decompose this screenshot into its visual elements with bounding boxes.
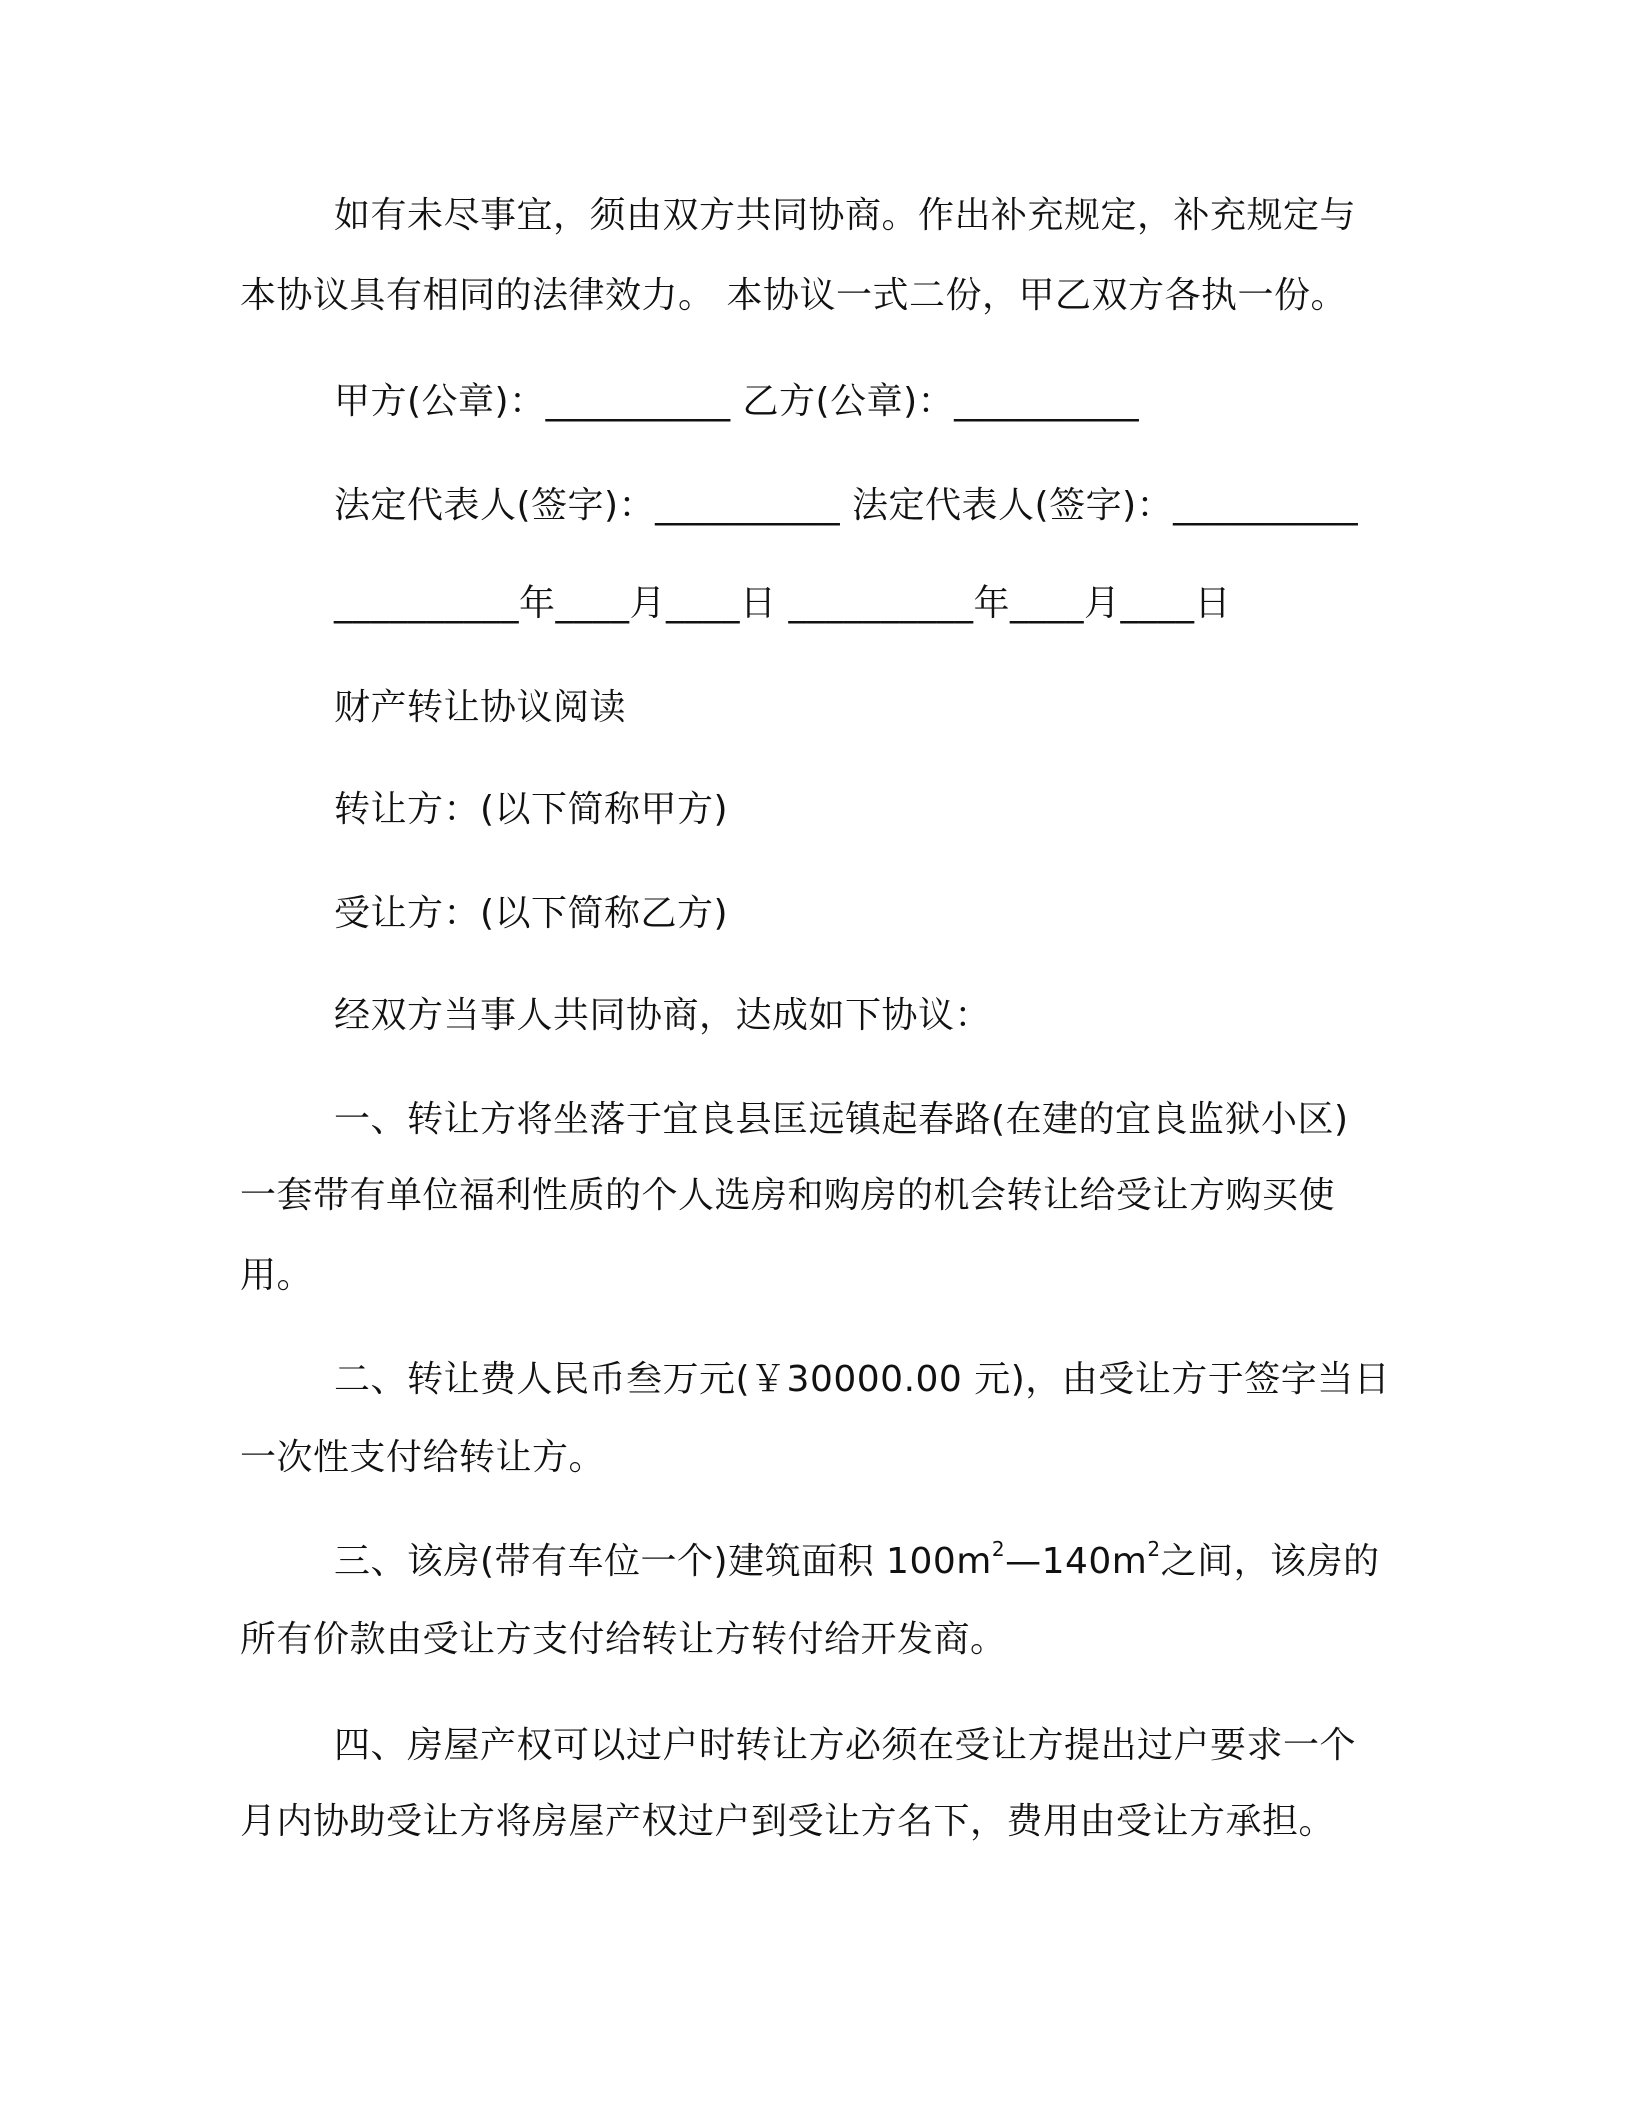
clause-3-text-c: 之间，该房的	[1160, 1541, 1380, 1582]
section-title: 财产转让协议阅读	[334, 687, 627, 728]
clause-3-line-1	[334, 1538, 1380, 1586]
representative-signature-line: 法定代表人(签字)：__________ 法定代表人(签字)：__________	[334, 485, 1359, 526]
clause-1-line-1: 一、转让方将坐落于宜良县匡远镇起春路(在建的宜良监狱小区)	[334, 1099, 1349, 1140]
superscript-square: 2	[991, 1537, 1006, 1561]
clause-2-line-2: 一次性支付给转让方。	[240, 1437, 606, 1478]
para-supplement-line-2: 本协议具有相同的法律效力。 本协议一式二份，甲乙双方各执一份。	[240, 275, 1347, 316]
clause-1-line-2: 一套带有单位福利性质的个人选房和购房的机会转让给受让方购买使	[240, 1175, 1336, 1216]
clause-4-line-1: 四、房屋产权可以过户时转让方必须在受让方提出过户要求一个	[334, 1725, 1357, 1766]
transferee-line: 受让方：(以下简称乙方)	[334, 893, 729, 934]
clause-3-text-a: 三、该房(带有车位一个)建筑面积 100m	[334, 1541, 992, 1582]
transferor-line: 转让方：(以下简称甲方)	[334, 789, 729, 830]
seal-signature-line: 甲方(公章)：__________ 乙方(公章)：__________	[334, 381, 1140, 422]
clause-3-line-2: 所有价款由受让方支付给转让方转付给开发商。	[240, 1619, 1007, 1660]
date-signature-line: __________年____月____日 __________年____月____日	[334, 583, 1231, 624]
clause-2-line-1: 二、转让费人民币叁万元(￥30000.00 元)，由受让方于签字当日	[334, 1359, 1391, 1400]
superscript-square: 2	[1147, 1537, 1161, 1561]
clause-4-line-2: 月内协助受让方将房屋产权过户到受让方名下，费用由受让方承担。	[240, 1801, 1336, 1842]
clause-1-line-3: 用。	[240, 1255, 314, 1296]
clause-3-text-b: —140m	[1005, 1541, 1148, 1582]
para-supplement-line-1: 如有未尽事宜，须由双方共同协商。作出补充规定，补充规定与	[334, 195, 1357, 236]
intro-line: 经双方当事人共同协商，达成如下协议：	[334, 995, 992, 1036]
